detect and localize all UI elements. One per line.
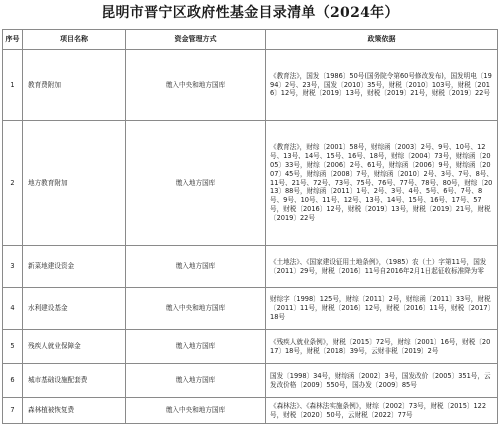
row-basis: 《教育法》，财综〔2001〕58号，财综函〔2003〕2号、9号、10号、12号、13号、14号、15号、16号、18号，财综〔2004〕73号，财综函〔2005〕33号，财综〔2006〕2号、61号，财综函〔2006〕9号，财综函〔2007〕45号，财综函〔2008〕7号，财综函〔2010〕2号、3号、7号、8号、11号、21号、72号、73号、75号、76号、77号、78号、80号，财综〔2013〕88号，财综函〔2011〕1号、2号、3号、4号、5号、6号、7号、8号、9号、10号、11号、12号、13号、14号、15号、16号、17号、57号，财税〔2016〕12号，财税〔2019〕13号，财税〔2019〕21号，财税〔2019〕22号 [266, 121, 498, 246]
row-basis: 《土地法》、《国家建设征用土地条例》，（1985）农（土）字第11号，国发〔2011〕29号，财税〔2016〕11号自2016年2月1日起征收标准降为零 [266, 246, 498, 288]
row-basis: 《残疾人就业条例》，财税〔2015〕72号，财综〔2001〕16号，财税〔2017〕18号，财税〔2018〕39号，云财非税〔2019〕2号 [266, 330, 498, 364]
row-name: 地方教育附加 [23, 121, 126, 246]
header-no: 序号 [3, 30, 23, 50]
row-no: 4 [3, 288, 23, 330]
row-basis: 《森林法》、《森林法实施条例》，财综〔2002〕73号，财税〔2015〕122号，财税〔2020〕50号，云财税〔2022〕77号 [266, 398, 498, 424]
table-row [3, 121, 498, 246]
row-mode: 缴入地方国库 [126, 330, 266, 364]
row-basis: 财综字〔1998〕125号，财综〔2011〕2号，财综函〔2011〕33号，财税〔2011〕11号，财税〔2016〕12号，财税〔2016〕11号，财税〔2017〕18号 [266, 288, 498, 330]
row-basis: 国发〔1998〕34号，财综函〔2002〕3号，国发改价〔2005〕351号，云发改价格〔2009〕550号，国办发〔2009〕85号 [266, 364, 498, 398]
row-mode: 缴入地方国库 [126, 364, 266, 398]
header-mode: 资金管理方式 [126, 30, 266, 50]
row-name: 残疾人就业保障金 [23, 330, 126, 364]
row-no: 1 [3, 50, 23, 121]
row-mode: 缴入地方国库 [126, 121, 266, 246]
row-no: 2 [3, 121, 23, 246]
page-title: 昆明市晋宁区政府性基金目录清单（2024年） [101, 5, 399, 21]
table-row [3, 398, 498, 424]
table-row [3, 246, 498, 288]
header-basis: 政策依据 [266, 30, 498, 50]
row-no: 7 [3, 398, 23, 424]
row-no: 3 [3, 246, 23, 288]
row-no: 6 [3, 364, 23, 398]
table-row [3, 364, 498, 398]
row-name: 城市基础设施配套费 [23, 364, 126, 398]
header-name: 项目名称 [23, 30, 126, 50]
row-name: 水利建设基金 [23, 288, 126, 330]
table-row [3, 330, 498, 364]
table-header-row [3, 30, 498, 50]
row-mode: 缴入地方国库 [126, 246, 266, 288]
row-basis: 《教育法》，国发〔1986〕50号(国务院令第60号修改发布)，国发明电〔1994〕2号、23号，国发〔2010〕35号，财税〔2010〕103号，财税〔2016〕12号，财税〔2019〕13号，财税〔2019〕21号，财税〔2019〕22号 [266, 50, 498, 121]
table-row [3, 288, 498, 330]
row-no: 5 [3, 330, 23, 364]
table-row [3, 50, 498, 121]
row-mode: 缴入中央和地方国库 [126, 288, 266, 330]
row-mode: 缴入中央和地方国库 [126, 50, 266, 121]
row-name: 新菜地建设资金 [23, 246, 126, 288]
row-name: 森林植被恢复费 [23, 398, 126, 424]
fund-catalog-table [2, 29, 498, 424]
row-mode: 缴入中央和地方国库 [126, 398, 266, 424]
row-name: 教育费附加 [23, 50, 126, 121]
